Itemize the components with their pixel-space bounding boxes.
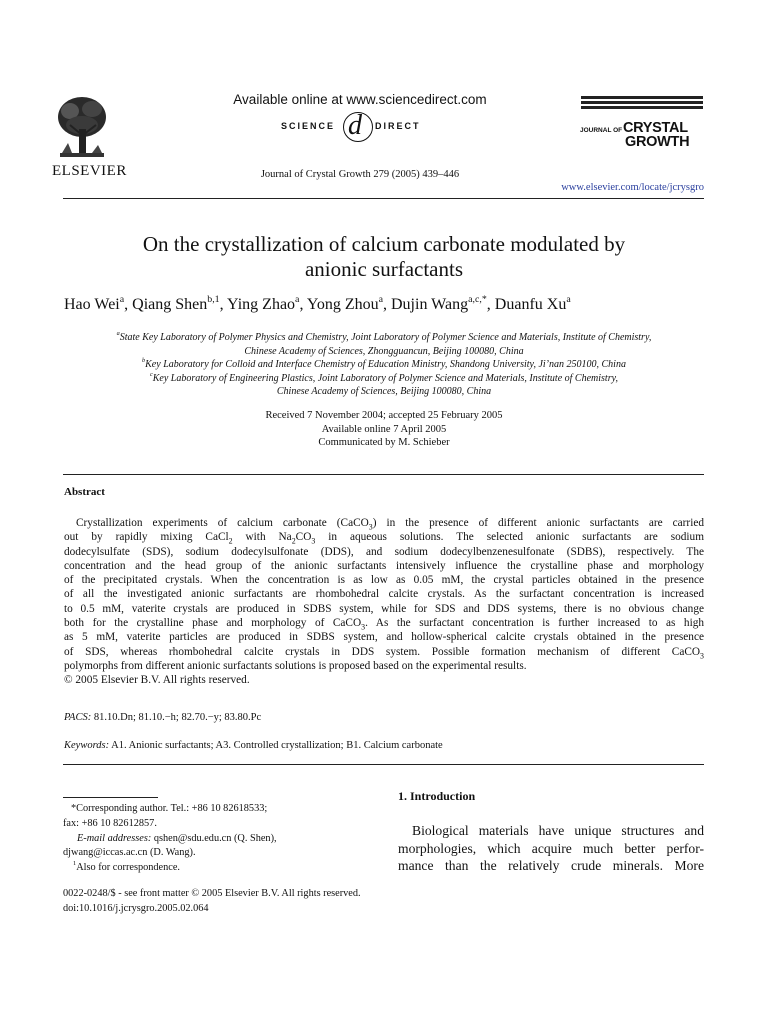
author-1: Hao Wei$^a$, xyxy=(64,293,133,313)
article-dates xyxy=(184,409,584,450)
doi-line: doi:10.1016/j.jcrysgro.2005.02.064 xyxy=(63,902,209,914)
title-line-2: anionic surfactants xyxy=(304,257,464,281)
intro-line-1: Biological materials have unique structures and xyxy=(412,823,704,838)
journal-logo xyxy=(580,120,704,154)
author-6: Duanfu Xu$^a$ xyxy=(494,293,571,313)
abstract-top-rule xyxy=(63,474,704,475)
sd-d-glyph: d xyxy=(348,110,362,141)
header-rule xyxy=(63,198,704,199)
paper-title xyxy=(40,232,728,282)
abstract-line-4: concentration and the head group of the anionic surfactants intensively influence the crystalline phase and morphology xyxy=(64,559,704,572)
corresponding-author-line-1: *Corresponding author. Tel.: +86 10 82618533; xyxy=(71,803,268,814)
also-correspondence: $^1$Also for correspondence. xyxy=(73,860,180,874)
author-list xyxy=(64,293,704,314)
keywords-label: Keywords: xyxy=(64,740,110,751)
author-5: Dujin Wang$^{a,c,*}$, xyxy=(391,293,495,313)
sd-direct-text: DIRECT xyxy=(375,121,421,131)
corresponding-author-line-2: fax: +86 10 82612857. xyxy=(63,817,157,829)
journal-logo-crystal: CRYSTAL xyxy=(623,120,688,136)
sciencedirect-logo xyxy=(281,112,441,144)
pacs-value: 81.10.Dn; 81.10.−h; 82.70.−y; 83.80.Pc xyxy=(91,712,262,723)
abstract-bottom-rule xyxy=(63,764,704,765)
author-4: Yong Zhou$^a$, xyxy=(306,293,391,313)
journal-reference: Journal of Crystal Growth 279 (2005) 439–446 xyxy=(260,169,460,180)
author-3: Ying Zhao$^a$, xyxy=(227,293,307,313)
intro-line-3: mance than the relatively crude minerals. More xyxy=(398,858,704,874)
abstract-copyright: © 2005 Elsevier B.V. All rights reserved. xyxy=(64,674,250,687)
abstract-body xyxy=(64,516,704,688)
affiliation-a-line-1: $^a$State Key Laboratory of Polymer Physics and Chemistry, Joint Laboratory of Polymer Science and Materials, Institute of Chemistry, xyxy=(116,330,652,343)
affiliation-a-line-2: Chinese Academy of Sciences, Zhongguancun, Beijing 100080, China xyxy=(244,345,524,357)
footnote-rule xyxy=(63,797,158,798)
sd-science-text: SCIENCE xyxy=(281,121,336,131)
affiliation-c-line-2: Chinese Academy of Sciences, Beijing 100080, China xyxy=(276,386,492,398)
journal-logo-growth: GROWTH xyxy=(625,134,690,150)
abstract-line-8: both for the crystalline phase and morphology of CaCO$_3$. As the surfactant concentration is further increased to as high xyxy=(64,617,704,632)
elsevier-tree-logo xyxy=(56,95,108,163)
abstract-line-9: as 5 mM, vaterite particles are produced in SDBS system, and hollow-spherical calcite crystals obtained in the presence xyxy=(64,631,704,644)
email-line-1: E-mail addresses: qshen@sdu.edu.cn (Q. Shen), xyxy=(77,832,277,844)
footnotes xyxy=(63,802,363,876)
abstract-line-6: of all the investigated anionic surfactants are rhombohedral calcite crystals. As the surfactant concentration is increased xyxy=(64,588,704,601)
abstract-line-2: out by rapidly mixing CaCl$_2$ with $Na_2CO_3$ in aqueous solutions. The selected anionic surfactants are sodium xyxy=(64,531,704,546)
keywords-value: A1. Anionic surfactants; A3. Controlled crystallization; B1. Calcium carbonate xyxy=(109,740,443,751)
abstract-line-7: to 0.5 mM, vaterite crystals are produced in SDBS system, while for SDS and DDS systems, there is no obvious change xyxy=(64,602,704,615)
journal-logo-rule-1 xyxy=(581,96,703,99)
intro-body xyxy=(398,822,704,875)
intro-line-2: morphologies, which acquire much better perfor- xyxy=(398,840,704,856)
pacs-label: PACS: xyxy=(64,712,92,723)
author-2: Qiang Shen$^{b,1}$, xyxy=(132,293,228,313)
communicated-by: Communicated by M. Schieber xyxy=(318,437,450,448)
title-line-1: On the crystallization of calcium carbonate modulated by xyxy=(142,232,626,256)
keywords-line xyxy=(64,740,443,751)
affiliation-c-line-1: $^c$Key Laboratory of Engineering Plastics, Joint Laboratory of Polymer Science and Materials, Institute of Chemistry, xyxy=(150,370,618,384)
journal-logo-small: JOURNAL OF xyxy=(580,127,623,134)
available-online-date: Available online 7 April 2005 xyxy=(321,423,447,435)
abstract-line-10: of SDS, whereas rhombohedral calcite crystals in DDS system. Possible formation mechanism of different CaCO$_3$ xyxy=(64,645,704,660)
abstract-heading: Abstract xyxy=(64,486,105,498)
publisher-name: ELSEVIER xyxy=(52,163,127,179)
available-online-text: Available online at www.sciencedirect.com xyxy=(233,92,487,107)
affiliations xyxy=(52,331,716,399)
abstract-line-3: dodecylsulfate (SDS), sodium dodecylsulfonate (DDS), and sodium dodecylbenzenesulfonate (SDBS), respectively. The xyxy=(64,545,704,558)
copyright-line: 0022-0248/$ - see front matter © 2005 Elsevier B.V. All rights reserved. xyxy=(63,888,361,899)
journal-logo-rule-3 xyxy=(581,106,703,109)
abstract-line-11: polymorphs from different anionic surfactants solutions is proposed based on the experimental results. xyxy=(64,659,527,672)
affiliation-b-line-1: $^b$Key Laboratory for Colloid and Interface Chemistry of Education Ministry, Shandong University, Ji’nan 250100, China xyxy=(142,357,626,371)
front-matter xyxy=(63,887,463,916)
intro-heading: 1. Introduction xyxy=(398,789,476,803)
abstract-line-1: Crystallization experiments of calcium carbonate (CaCO$_3$) in the presence of different anionic surfactants are carried xyxy=(76,517,704,532)
email-line-2: djwang@iccas.ac.cn (D. Wang). xyxy=(63,847,196,859)
received-date: Received 7 November 2004; accepted 25 February 2005 xyxy=(265,410,503,421)
journal-logo-rule-2 xyxy=(581,101,703,104)
pacs-line xyxy=(64,712,261,723)
abstract-line-5: of the precipitated crystals. When the concentration is as low as 0.05 mM, the crystal particles obtained in the presence xyxy=(64,574,704,587)
journal-url-link[interactable]: www.elsevier.com/locate/jcrysgro xyxy=(561,182,704,193)
